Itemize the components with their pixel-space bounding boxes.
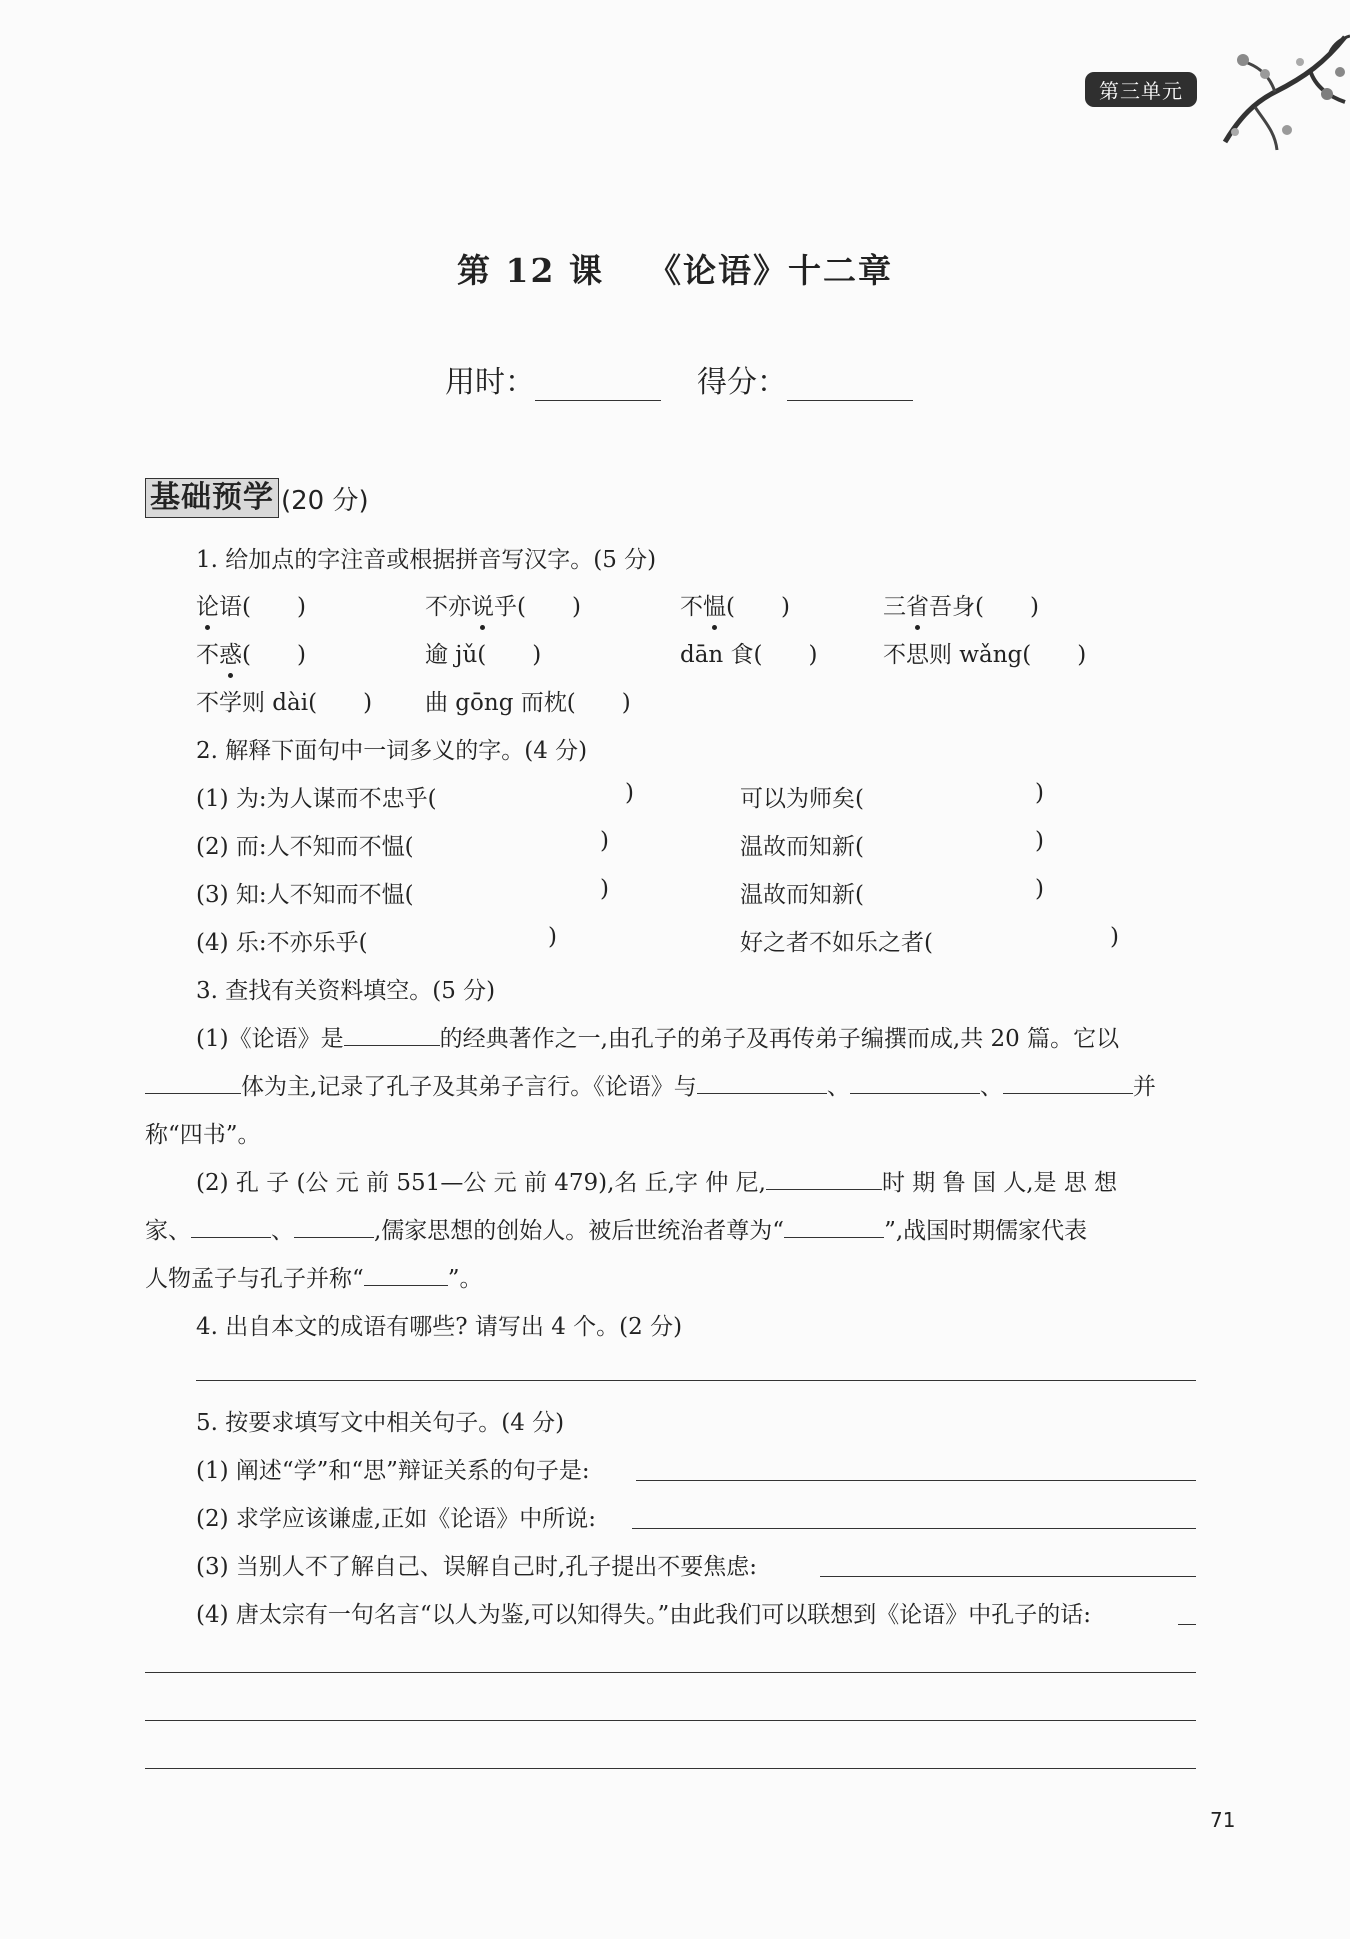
q3-p1-line1: (1)《论语》是 的经典著作之一,由孔子的弟子及再传弟子编撰而成,共 20 篇。它以 [196, 1020, 1119, 1053]
q4-prompt: 4. 出自本文的成语有哪些? 请写出 4 个。(2 分) [196, 1314, 683, 1340]
q2-right-item: 好之者不如乐之者( [740, 930, 933, 956]
q1-item[interactable]: 不亦说乎( ) [425, 588, 581, 621]
q3-p1-line3: 称“四书”。 [145, 1122, 261, 1148]
q5-item: (4) 唐太宗有一句名言“以人为鉴,可以知得失。”由此我们可以联想到《论语》中孔子的话: [196, 1602, 1091, 1628]
q1-item[interactable]: 逾 jǔ( ) [425, 642, 542, 668]
q1-item[interactable]: dān 食( ) [680, 642, 818, 668]
plum-branch-illustration [1215, 32, 1350, 157]
q2-left-item: (4) 乐:不亦乐乎( [196, 930, 368, 956]
q4-answer-line[interactable] [196, 1380, 1196, 1381]
time-score-line [445, 357, 913, 401]
q5-answer-line[interactable] [820, 1576, 1196, 1577]
lesson-number: 第 12 课 [457, 251, 604, 290]
q3-blank[interactable] [364, 1263, 448, 1286]
q2-close: ) [600, 828, 609, 854]
q3-blank[interactable] [294, 1215, 374, 1238]
time-label: 用时： [445, 365, 535, 400]
score-label: 得分： [697, 365, 787, 400]
lesson-title [0, 245, 1350, 292]
q2-close: ) [1110, 924, 1119, 950]
q2-close: ) [548, 924, 557, 950]
unit-badge: 第三单元 [1085, 72, 1197, 107]
q3-p2-line3: 人物孟子与孔子并称“ ”。 [145, 1260, 483, 1293]
q5-answer-line[interactable] [145, 1672, 1196, 1673]
q2-prompt: 2. 解释下面句中一词多义的字。(4 分) [196, 738, 588, 764]
q3-blank[interactable] [145, 1071, 241, 1094]
q3-p2-line1: (2) 孔 子 (公 元 前 551—公 元 前 479),名 丘,字 仲 尼, 时 期 鲁 国 人,是 思 想 [196, 1164, 1117, 1197]
q3-blank[interactable] [766, 1167, 882, 1190]
q5-answer-line[interactable] [1178, 1624, 1196, 1625]
q2-left-item: (2) 而:人不知而不愠( [196, 834, 414, 860]
q1-item[interactable]: 不思则 wǎng( ) [883, 642, 1087, 668]
q3-blank[interactable] [1003, 1071, 1133, 1094]
q3-blank[interactable] [191, 1215, 271, 1238]
q3-p1-line2: 体为主,记录了孔子及其弟子言行。《论语》与 、 、 并 [145, 1068, 1156, 1101]
q2-close: ) [1035, 780, 1044, 806]
q5-answer-line[interactable] [145, 1768, 1196, 1769]
section-label: 基础预学 [145, 478, 279, 518]
q3-blank[interactable] [697, 1071, 827, 1094]
q5-item: (1) 阐述“学”和“思”辩证关系的句子是: [196, 1458, 590, 1484]
q2-close: ) [600, 876, 609, 902]
lesson-name: 《论语》十二章 [647, 251, 893, 290]
q1-item[interactable]: 不学则 dài( ) [196, 690, 373, 716]
section-heading [145, 478, 369, 518]
q5-answer-line[interactable] [632, 1528, 1196, 1529]
q1-item[interactable]: 不惑( ) [196, 636, 306, 669]
q2-left-item: (1) 为:为人谋而不忠乎( [196, 786, 437, 812]
q3-p2-line2: 家、 、 ,儒家思想的创始人。被后世统治者尊为“ ”,战国时期儒家代表 [145, 1212, 1087, 1245]
page-number: 71 [1210, 1808, 1236, 1832]
q1-item[interactable]: 曲 gōng 而枕( ) [425, 690, 631, 716]
q3-blank[interactable] [784, 1215, 884, 1238]
q2-right-item: 可以为师矣( [740, 786, 864, 812]
q1-item[interactable]: 论语( ) [196, 588, 306, 621]
q1-prompt: 1. 给加点的字注音或根据拼音写汉字。(5 分) [196, 547, 657, 573]
q2-right-item: 温故而知新( [740, 834, 864, 860]
q2-close: ) [1035, 828, 1044, 854]
q1-item[interactable]: 三省吾身( ) [883, 588, 1039, 621]
q3-blank[interactable] [850, 1071, 980, 1094]
q2-close: ) [625, 780, 634, 806]
q3-prompt: 3. 查找有关资料填空。(5 分) [196, 978, 496, 1004]
q5-answer-line[interactable] [636, 1480, 1196, 1481]
section-points: (20 分) [281, 485, 369, 516]
q2-right-item: 温故而知新( [740, 882, 864, 908]
q3-blank[interactable] [344, 1023, 440, 1046]
score-blank[interactable] [787, 364, 913, 401]
q5-prompt: 5. 按要求填写文中相关句子。(4 分) [196, 1410, 565, 1436]
time-blank[interactable] [535, 364, 661, 401]
q5-item: (3) 当别人不了解自己、误解自己时,孔子提出不要焦虑: [196, 1554, 757, 1580]
q2-left-item: (3) 知:人不知而不愠( [196, 882, 414, 908]
q1-item[interactable]: 不愠( ) [680, 588, 790, 621]
q2-close: ) [1035, 876, 1044, 902]
q5-answer-line[interactable] [145, 1720, 1196, 1721]
q5-item: (2) 求学应该谦虚,正如《论语》中所说: [196, 1506, 596, 1532]
